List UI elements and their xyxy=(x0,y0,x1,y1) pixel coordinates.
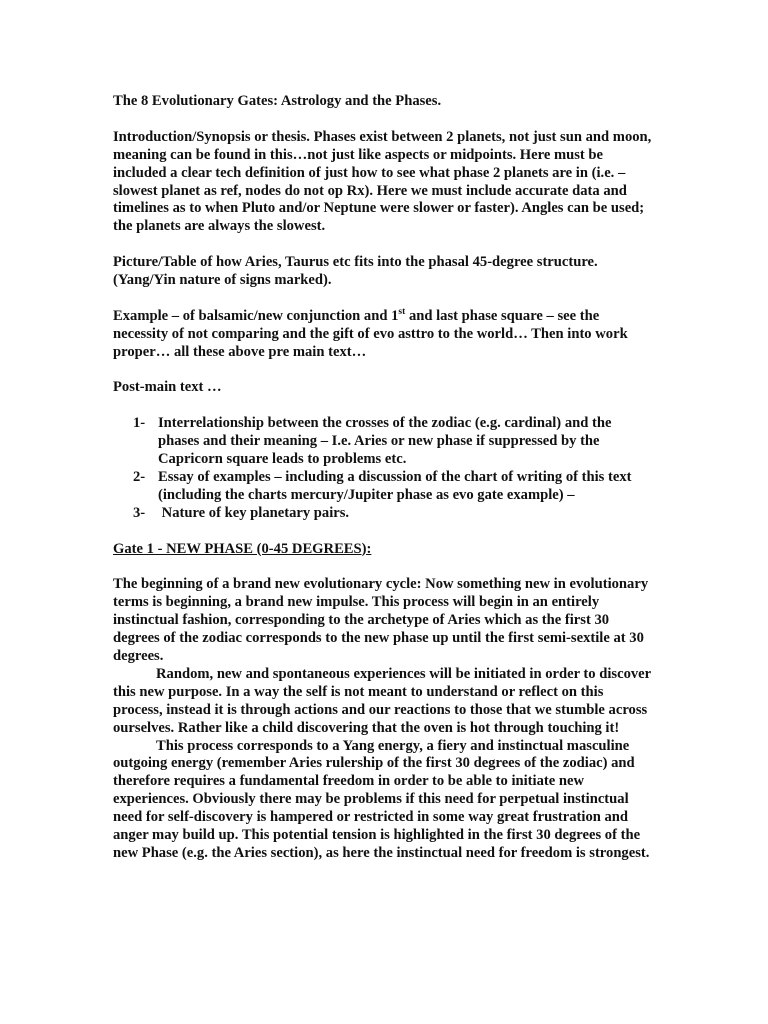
intro-paragraph: Introduction/Synopsis or thesis. Phases exist between 2 planets, not just sun and moon, meaning can be found in this…not just like aspects or midpoints. Here must be included a clear tech definition of just how to see what phase 2 planets are in (i.e. – slowest planet as ref, nodes do not op Rx). Here we must include accurate data and timelines as to when Pluto and/or Neptune were slower or faster). Angles can be used; the planets are always the slowest. xyxy=(113,128,652,235)
list-item-number: 3- xyxy=(133,504,146,521)
list-item-text: Nature of key planetary pairs. xyxy=(158,504,350,521)
body-paragraph: Random, new and spontaneous experiences will be initiated in order to discover this new purpose. In a way the self is not meant to understand or reflect on this process, instead it is through actions and our reactions to those that we stumble across ourselves. Rather like a child discovering that the oven is hot through touching it! xyxy=(113,665,651,736)
body-paragraph: The beginning of a brand new evolutionary cycle: Now something new in evolutionary terms is beginning, a brand new impulse. This process will begin in an entirely instinctual fashion, corresponding to the archetype of Aries which as the first 30 degrees of the zodiac corresponds to the new phase up until the first semi-sextile at 30 degrees. xyxy=(113,576,649,664)
list-item xyxy=(113,415,656,469)
gate-heading: Gate 1 - NEW PHASE (0-45 DEGREES): xyxy=(113,540,372,557)
post-main-label: Post-main text … xyxy=(113,379,222,396)
example-text-start: Example – of balsamic/new conjunction and 1 xyxy=(113,307,399,324)
picture-table-paragraph: Picture/Table of how Aries, Taurus etc fits into the phasal 45-degree structure. (Yang/Yin nature of signs marked). xyxy=(113,254,598,289)
example-paragraph xyxy=(113,308,656,362)
list-item xyxy=(113,505,656,523)
outline-list xyxy=(113,415,656,522)
ordinal-superscript: st xyxy=(398,306,406,317)
example-text-end: and last phase square – see the necessity of not comparing and the gift of evo asttro to the world… Then into work proper… all these above pre main text… xyxy=(113,307,628,360)
list-item xyxy=(113,469,656,505)
document-title: The 8 Evolutionary Gates: Astrology and the Phases. xyxy=(113,93,442,109)
list-item-number: 2- xyxy=(133,468,146,485)
list-item-text: Essay of examples – including a discussion of the chart of writing of this text (including the charts mercury/Jupiter phase as evo gate example) – xyxy=(158,468,632,503)
list-item-number: 1- xyxy=(133,415,146,432)
body-paragraph: This process corresponds to a Yang energy, a fiery and instinctual masculine outgoing energy (remember Aries rulership of the first 30 degrees of the zodiac) and therefore requires a fundamental freedom in order to be able to initiate new experiences. Obviously there may be problems if this need for perpetual instinctual need for self-discovery is hampered or restricted in some way great frustration and anger may build up. This potential tension is highlighted in the first 30 degrees of the new Phase (e.g. the Aries section), as here the instinctual need for freedom is strongest. xyxy=(113,737,650,861)
list-item-text: Interrelationship between the crosses of the zodiac (e.g. cardinal) and the phases and their meaning – I.e. Aries or new phase if suppressed by the Capricorn square leads to problems etc. xyxy=(158,415,612,468)
